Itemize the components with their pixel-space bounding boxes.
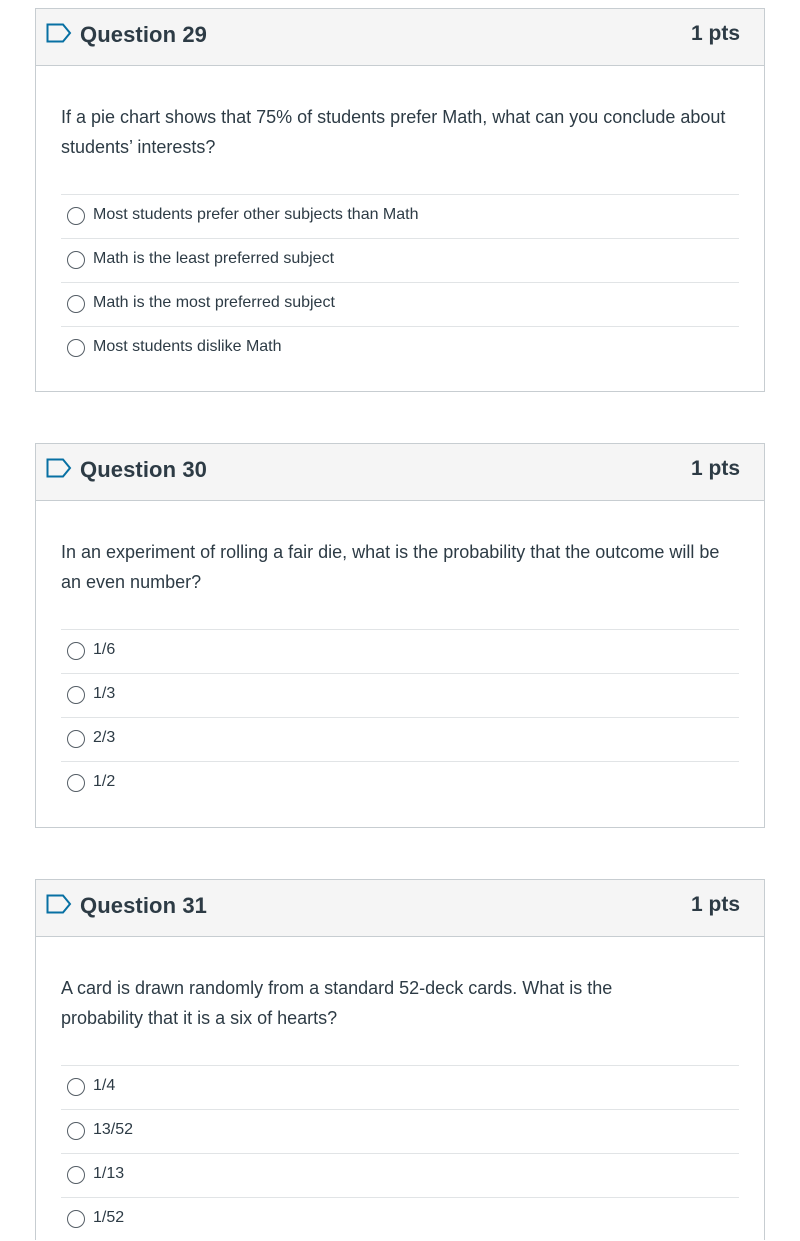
answer-option[interactable] (61, 283, 739, 327)
question-header (36, 444, 764, 501)
question-title: Question 29 (80, 22, 208, 47)
question-points: 1 pts (690, 457, 740, 480)
answer-label: Most students dislike Math (93, 338, 282, 355)
radio-button[interactable] (67, 686, 85, 704)
radio-button[interactable] (67, 1122, 85, 1140)
question-title: Question 30 (80, 457, 208, 482)
answer-label: 13/52 (93, 1121, 134, 1138)
radio-button[interactable] (67, 1078, 85, 1096)
answer-list (61, 629, 739, 805)
radio-button[interactable] (67, 774, 85, 792)
answer-label: 1/13 (93, 1165, 125, 1182)
answer-option[interactable] (61, 327, 739, 370)
question-points: 1 pts (690, 22, 740, 45)
answer-list (61, 194, 739, 370)
answer-option[interactable] (61, 674, 739, 718)
flag-question-icon[interactable] (46, 458, 72, 478)
question-header (36, 880, 764, 937)
question-card-30 (35, 443, 765, 828)
answer-option[interactable] (61, 239, 739, 283)
answer-label: Most students prefer other subjects than Math (93, 206, 419, 223)
radio-button[interactable] (67, 339, 85, 357)
radio-button[interactable] (67, 642, 85, 660)
question-points: 1 pts (690, 893, 740, 916)
answer-label: 1/4 (93, 1077, 116, 1094)
question-text: If a pie chart shows that 75% of students prefer Math, what can you conclude about students’ interests? (61, 107, 726, 157)
answer-label: 1/2 (93, 773, 116, 790)
answer-label: 1/3 (93, 685, 116, 702)
question-text: A card is drawn randomly from a standard 52-deck cards. What is the probability that it is a six of hearts? (61, 978, 613, 1028)
answer-option[interactable] (61, 1154, 739, 1198)
radio-button[interactable] (67, 251, 85, 269)
answer-label: 1/52 (93, 1209, 125, 1226)
radio-button[interactable] (67, 1166, 85, 1184)
answer-option[interactable] (61, 195, 739, 239)
answer-option[interactable] (61, 1198, 739, 1241)
question-header (36, 9, 764, 66)
flag-question-icon[interactable] (46, 23, 72, 43)
question-title: Question 31 (80, 893, 208, 918)
question-text: In an experiment of rolling a fair die, what is the probability that the outcome will be an even number? (61, 542, 720, 592)
answer-option[interactable] (61, 1110, 739, 1154)
answer-option[interactable] (61, 630, 739, 674)
answer-label: Math is the least preferred subject (93, 250, 335, 267)
question-card-29 (35, 8, 765, 392)
flag-question-icon[interactable] (46, 894, 72, 914)
answer-list (61, 1065, 739, 1241)
answer-label: 2/3 (93, 729, 116, 746)
question-card-31 (35, 879, 765, 1240)
radio-button[interactable] (67, 295, 85, 313)
answer-label: Math is the most preferred subject (93, 294, 335, 311)
radio-button[interactable] (67, 730, 85, 748)
radio-button[interactable] (67, 207, 85, 225)
radio-button[interactable] (67, 1210, 85, 1228)
answer-option[interactable] (61, 762, 739, 805)
answer-option[interactable] (61, 718, 739, 762)
answer-label: 1/6 (93, 641, 116, 658)
answer-option[interactable] (61, 1066, 739, 1110)
